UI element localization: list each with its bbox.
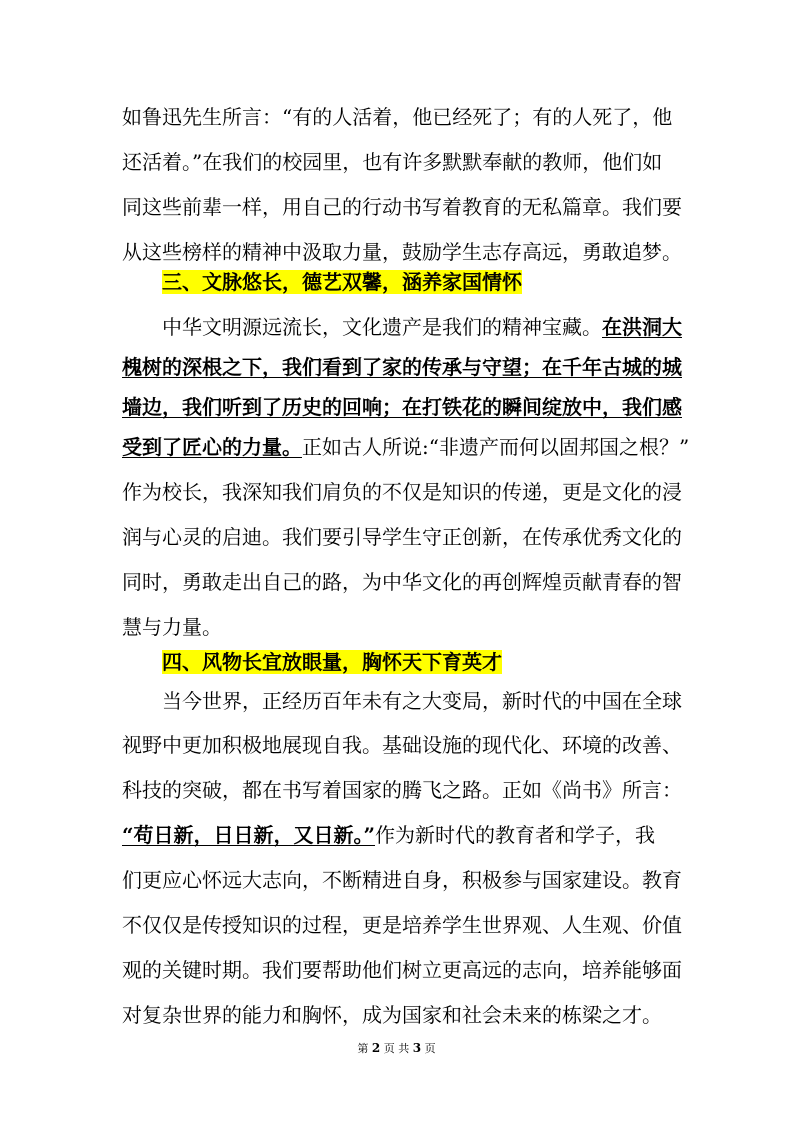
paragraph-line (122, 352, 682, 382)
paragraph-line (122, 432, 689, 462)
paragraph-line: 润与心灵的启迪。我们要引导学生守正创新，在传承优秀文化的 (122, 525, 682, 549)
paragraph-line (162, 312, 682, 342)
paragraph-line: 作为校长，我深知我们肩负的不仅是知识的传递，更是文化的浸 (122, 480, 682, 504)
text-run: 中华文明源远流长，文化遗产是我们的精神宝藏。 (162, 315, 602, 339)
paragraph-line: 观的关键时期。我们要帮助他们树立更高远的志向，培养能够面 (122, 958, 682, 982)
section-heading-text: 四、风物长宜放眼量，胸怀天下育英才 (162, 650, 502, 674)
paragraph-line: 如鲁迅先生所言：“有的人活着，他已经死了；有的人死了，他 (122, 105, 673, 129)
section-heading (162, 647, 502, 677)
underlined-quote: “苟日新，日日新，又日新。” (122, 823, 376, 847)
current-page-number: 2 (371, 1041, 381, 1055)
footer-mid: 页 共 (383, 1042, 410, 1055)
paragraph-line: 同时，勇敢走出自己的路，为中华文化的再创辉煌贡献青春的智 (122, 570, 682, 594)
paragraph-line: 同这些前辈一样，用自己的行动书写着教育的无私篇章。我们要 (122, 195, 682, 219)
paragraph-line: 视野中更加积极地展现自我。基础设施的现代化、环境的改善、 (122, 733, 682, 757)
section-heading (162, 267, 522, 297)
paragraph-line (122, 392, 682, 422)
footer-suffix: 页 (424, 1042, 436, 1055)
paragraph-line: 从这些榜样的精神中汲取力量，鼓励学生志存高远，勇敢追梦。 (122, 240, 682, 264)
paragraph-line: 们更应心怀远大志向，不断精进自身，积极参与国家建设。教育 (122, 868, 682, 892)
paragraph-line: 对复杂世界的能力和胸怀，成为国家和社会未来的栋梁之才。 (122, 1003, 662, 1027)
total-pages-number: 3 (412, 1041, 422, 1055)
paragraph-line: 不仅仅是传授知识的过程，更是培养学生世界观、人生观、价值 (122, 913, 682, 937)
underlined-text: 在洪洞大 (602, 315, 682, 339)
underlined-text: 受到了匠心的力量。 (122, 435, 302, 459)
text-run: 作为新时代的教育者和学子，我 (375, 823, 656, 847)
paragraph-line: 还活着。”在我们的校园里，也有许多默默奉献的教师，他们如 (122, 150, 663, 174)
underlined-text: 槐树的深根之下，我们看到了家的传承与守望；在千年古城的城 (122, 355, 682, 379)
section-heading-text: 三、文脉悠长，德艺双馨，涵养家国情怀 (162, 270, 522, 294)
page-footer (0, 1040, 793, 1057)
paragraph-line: 当今世界，正经历百年未有之大变局，新时代的中国在全球 (162, 689, 682, 713)
paragraph-line: 科技的突破，都在书写着国家的腾飞之路。正如《尚书》所言： (122, 778, 682, 802)
footer-prefix: 第 (357, 1042, 369, 1055)
text-run: 正如古人所说:“非遗产而何以固邦国之根？” (302, 435, 690, 459)
underlined-text: 墙边，我们听到了历史的回响；在打铁花的瞬间绽放中，我们感 (122, 395, 682, 419)
paragraph-line: 慧与力量。 (122, 615, 222, 639)
paragraph-line (122, 820, 655, 850)
